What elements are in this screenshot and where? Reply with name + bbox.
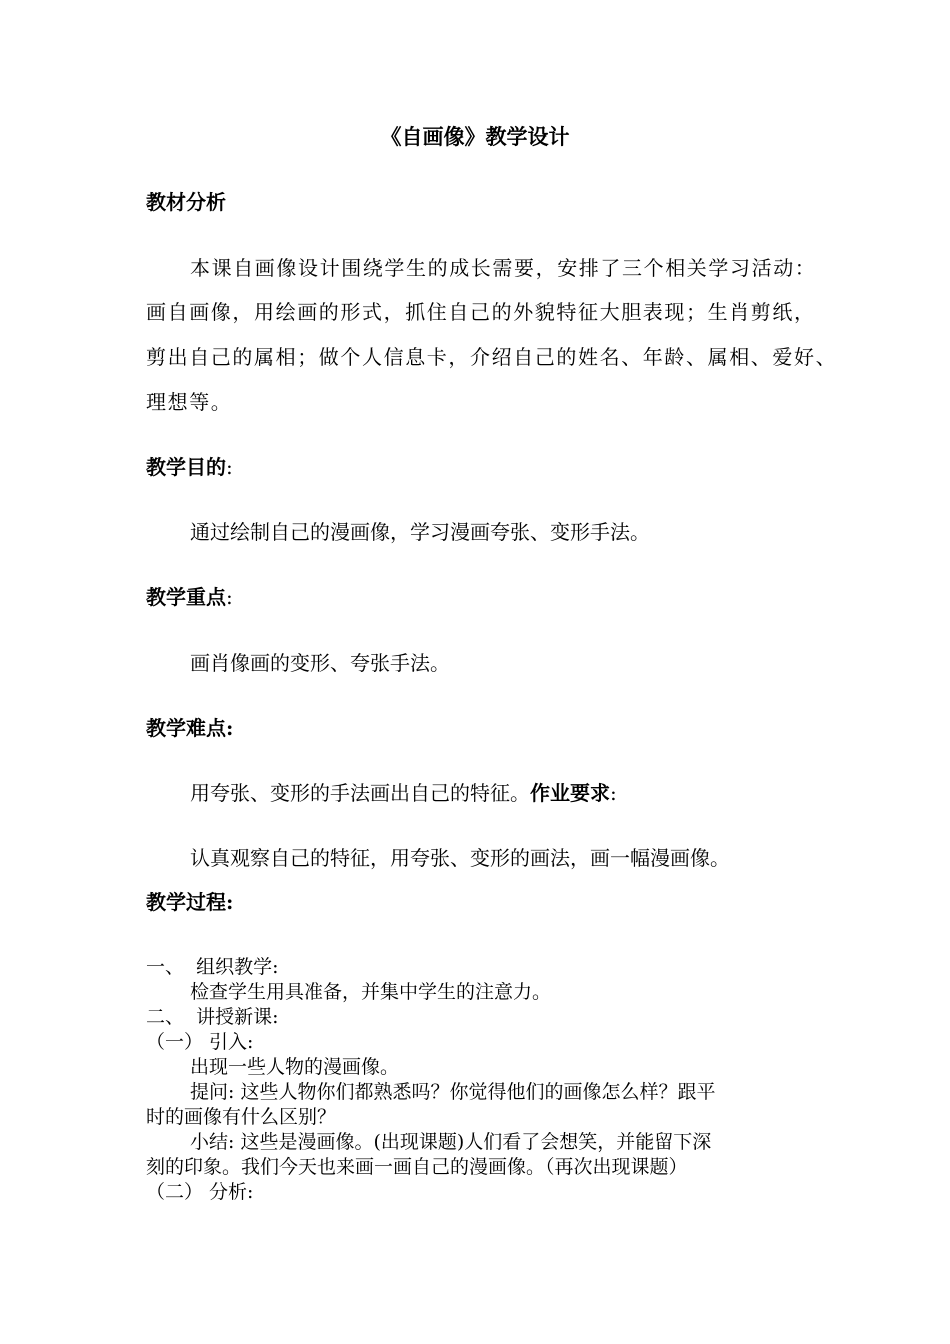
paragraph-line: 理想等。 [146, 390, 233, 414]
goal-heading-colon: : [226, 455, 233, 479]
process-line: 时的画像有什么区别？ [146, 1106, 337, 1128]
process-line: 出现一些人物的漫画像。 [190, 1056, 400, 1078]
process-line: 检查学生用具准备，并集中学生的注意力。 [190, 981, 552, 1003]
section-heading-goal [146, 454, 233, 480]
homework-text: 认真观察自己的特征，用夸张、变形的画法，画一幅漫画像。 [190, 846, 730, 870]
document-title: 《自画像》教学设计 [380, 124, 570, 149]
process-subsection-heading: （二） 分析: [146, 1181, 254, 1203]
section-heading-key [146, 584, 233, 610]
process-subsection-heading: （一） 引入: [146, 1031, 254, 1053]
paragraph-line: 本课自画像设计围绕学生的成长需要，安排了三个相关学习活动： [190, 256, 817, 280]
section-heading-process: 教学过程: [146, 890, 234, 914]
process-line: 提问: 这些人物你们都熟悉吗？你觉得他们的画像怎么样？跟平 [190, 1081, 716, 1103]
process-step-heading: 二、 讲授新课: [146, 1006, 279, 1028]
paragraph-line: 画自画像，用绘画的形式，抓住自己的外貌特征大胆表现；生肖剪纸， [146, 300, 816, 324]
difficulty-line [190, 780, 617, 806]
key-heading-text: 教学重点 [146, 585, 226, 609]
section-heading-analysis: 教材分析 [146, 190, 226, 214]
homework-heading-text: 作业要求 [530, 781, 610, 805]
process-step-heading: 一、 组织教学: [146, 956, 279, 978]
goal-text: 通过绘制自己的漫画像，学习漫画夸张、变形手法。 [190, 520, 650, 544]
key-heading-colon: : [226, 585, 233, 609]
key-text: 画肖像画的变形、夸张手法。 [190, 651, 450, 675]
process-line: 小结: 这些是漫画像。(出现课题)人们看了会想笑，并能留下深 [190, 1131, 712, 1153]
section-heading-difficulty: 教学难点: [146, 716, 234, 740]
goal-heading-text: 教学目的 [146, 455, 226, 479]
process-line: 刻的印象。我们今天也来画一画自己的漫画像。（再次出现课题） [146, 1156, 688, 1178]
paragraph-line: 剪出自己的属相；做个人信息卡，介绍自己的姓名、年龄、属相、爱好、 [146, 345, 838, 369]
homework-heading-colon: : [610, 781, 617, 805]
difficulty-text: 用夸张、变形的手法画出自己的特征。 [190, 781, 530, 805]
